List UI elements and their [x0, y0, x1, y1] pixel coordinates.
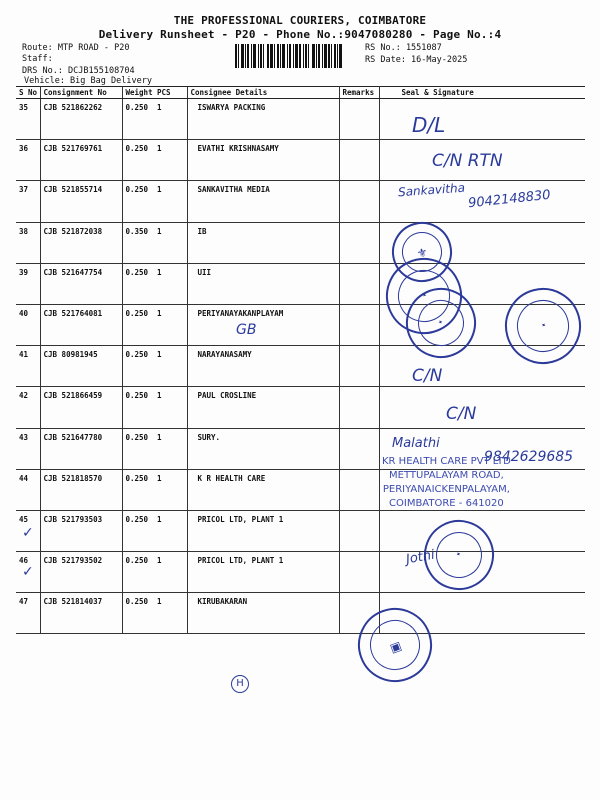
row-pcs: 1	[154, 469, 187, 510]
handwritten-phone-37: 9042148830	[467, 187, 552, 212]
kr-stamp-line1: KR HEALTH CARE PVT LTD	[382, 456, 511, 467]
row-remarks	[339, 510, 379, 551]
row-sno: 36	[16, 140, 40, 181]
row-pcs: 1	[154, 346, 187, 387]
col-header-pcs: PCS	[154, 87, 187, 99]
handwritten-cn-rtn: C/N RTN	[432, 151, 503, 171]
row-consignment: CJB 521764081	[40, 304, 122, 345]
row-remarks	[339, 304, 379, 345]
drs-number: DRS No.: DCJB155108704	[22, 66, 135, 76]
col-header-consignee: Consignee Details	[187, 87, 339, 99]
row-sno: 46	[16, 552, 40, 593]
row-weight: 0.250	[122, 387, 154, 428]
col-header-remarks: Remarks	[339, 87, 379, 99]
row-remarks	[339, 99, 379, 140]
row-remarks	[339, 346, 379, 387]
row-sno: 35	[16, 99, 40, 140]
row-consignment: CJB 521769761	[40, 140, 122, 181]
row-weight: 0.250	[122, 346, 154, 387]
row-sno: 37	[16, 181, 40, 222]
kr-stamp-line4: COIMBATORE - 641020	[389, 498, 504, 509]
row-seal	[379, 387, 585, 428]
bank-seal-stamp: ⚜	[385, 215, 458, 288]
row-weight: 0.250	[122, 552, 154, 593]
table-row	[16, 346, 585, 387]
row-consignee: IB	[187, 222, 339, 263]
row-weight: 0.250	[122, 263, 154, 304]
row-consignment: CJB 521793502	[40, 552, 122, 593]
row-sno: 45	[16, 510, 40, 551]
rs-date: RS Date: 16-May-2025	[365, 55, 468, 65]
table-row	[16, 552, 585, 593]
bank-seal-stamp: ✦	[394, 276, 487, 369]
row-consignment: CJB 521814037	[40, 593, 122, 634]
row-pcs: 1	[154, 510, 187, 551]
handwritten-signature-46: Jothi	[404, 547, 436, 568]
col-header-seal: Seal & Signature	[379, 87, 585, 99]
runsheet-subtitle: Delivery Runsheet - P20 - Phone No.:9047080280 - Page No.:4	[98, 28, 502, 41]
handwritten-dl: D/L	[412, 113, 446, 137]
row-consignment: CJB 521647780	[40, 428, 122, 469]
row-consignee: PRICOL LTD, PLANT 1	[187, 510, 339, 551]
rs-number: RS No.: 1551087	[365, 43, 442, 53]
table-row	[16, 593, 585, 634]
row-pcs: 1	[154, 552, 187, 593]
table-row	[16, 222, 585, 263]
barcode	[235, 44, 359, 68]
row-sno: 43	[16, 428, 40, 469]
row-consignment: CJB 521793503	[40, 510, 122, 551]
row-consignment: CJB 521862262	[40, 99, 122, 140]
row-consignee: K R HEALTH CARE	[187, 469, 339, 510]
row-consignment: CJB 80981945	[40, 346, 122, 387]
row-seal	[379, 99, 585, 140]
handwritten-phone-44: 9842629685	[484, 449, 574, 465]
row-pcs: 1	[154, 593, 187, 634]
row-weight: 0.250	[122, 593, 154, 634]
row-consignee: NARAYANASAMY	[187, 346, 339, 387]
row-pcs: 1	[154, 181, 187, 222]
staff-label: Staff:	[22, 54, 53, 64]
handwritten-gb: GB	[236, 322, 257, 338]
row-weight: 0.250	[122, 428, 154, 469]
vehicle-label: Vehicle: Big Bag Delivery	[24, 76, 152, 86]
hdfc-bank-seal-stamp: ▣	[348, 598, 443, 693]
row-remarks	[339, 222, 379, 263]
row-consignment: CJB 521818570	[40, 469, 122, 510]
row-consignee: EVATHI KRISHNASAMY	[187, 140, 339, 181]
row-consignee: KIRUBAKARAN	[187, 593, 339, 634]
row-pcs: 1	[154, 140, 187, 181]
table-row	[16, 99, 585, 140]
row-consignee: PAUL CROSLINE	[187, 387, 339, 428]
row-consignee: UII	[187, 263, 339, 304]
row-consignment: CJB 521866459	[40, 387, 122, 428]
row-weight: 0.350	[122, 222, 154, 263]
row-sno: 44	[16, 469, 40, 510]
kr-stamp-line2: METTUPALAYAM ROAD,	[389, 470, 504, 481]
table-row	[16, 387, 585, 428]
row-sno: 42	[16, 387, 40, 428]
row-consignee: ISWARYA PACKING	[187, 99, 339, 140]
row-consignment: CJB 521872038	[40, 222, 122, 263]
row-sno: 38	[16, 222, 40, 263]
row-weight: 0.250	[122, 469, 154, 510]
row-remarks	[339, 140, 379, 181]
table-row	[16, 263, 585, 304]
row-pcs: 1	[154, 263, 187, 304]
row-consignee: SANKAVITHA MEDIA	[187, 181, 339, 222]
check-mark-icon: ✓	[22, 564, 34, 580]
table-header-row	[16, 87, 585, 99]
table-row	[16, 510, 585, 551]
row-remarks	[339, 552, 379, 593]
row-remarks	[339, 181, 379, 222]
handwritten-cn-41: C/N	[412, 366, 443, 386]
row-weight: 0.250	[122, 181, 154, 222]
row-weight: 0.250	[122, 304, 154, 345]
row-consignment: CJB 521855714	[40, 181, 122, 222]
row-pcs: 1	[154, 304, 187, 345]
row-remarks	[339, 263, 379, 304]
handwritten-cn-42: C/N	[446, 404, 477, 424]
row-weight: 0.250	[122, 510, 154, 551]
grama-bank-seal-stamp: ✦	[491, 274, 595, 378]
row-consignee: PRICOL LTD, PLANT 1	[187, 552, 339, 593]
row-sno: 47	[16, 593, 40, 634]
table-row	[16, 304, 585, 345]
col-header-consignment: Consignment No	[40, 87, 122, 99]
handwritten-signature-sankavitha: Sankavitha	[397, 180, 466, 200]
row-remarks	[339, 469, 379, 510]
kr-stamp-line3: PERIYANAICKENPALAYAM,	[382, 484, 510, 495]
handwritten-signature-malathi: Malathi	[392, 436, 440, 451]
post-office-seal-stamp: ✦	[375, 247, 472, 344]
col-header-sno: S No	[16, 87, 40, 99]
route-label: Route: MTP ROAD - P20	[22, 43, 130, 53]
row-pcs: 1	[154, 387, 187, 428]
row-consignment: CJB 521647754	[40, 263, 122, 304]
row-pcs: 1	[154, 222, 187, 263]
row-remarks	[339, 428, 379, 469]
row-sno: 40	[16, 304, 40, 345]
row-sno: 41	[16, 346, 40, 387]
row-pcs: 1	[154, 99, 187, 140]
company-seal-stamp: ✦	[411, 507, 507, 603]
row-consignee: SURY.	[187, 428, 339, 469]
company-title: THE PROFESSIONAL COURIERS, COIMBATORE	[173, 14, 427, 27]
page-mark-circle: H	[231, 675, 249, 693]
row-weight: 0.250	[122, 99, 154, 140]
check-mark-icon: ✓	[22, 525, 34, 541]
row-consignee: PERIYANAYAKANPLAYAM	[187, 304, 339, 345]
row-remarks	[339, 387, 379, 428]
row-pcs: 1	[154, 428, 187, 469]
row-weight: 0.250	[122, 140, 154, 181]
kr-health-care-stamp	[382, 455, 511, 511]
row-sno: 39	[16, 263, 40, 304]
col-header-weight: Weight	[122, 87, 154, 99]
